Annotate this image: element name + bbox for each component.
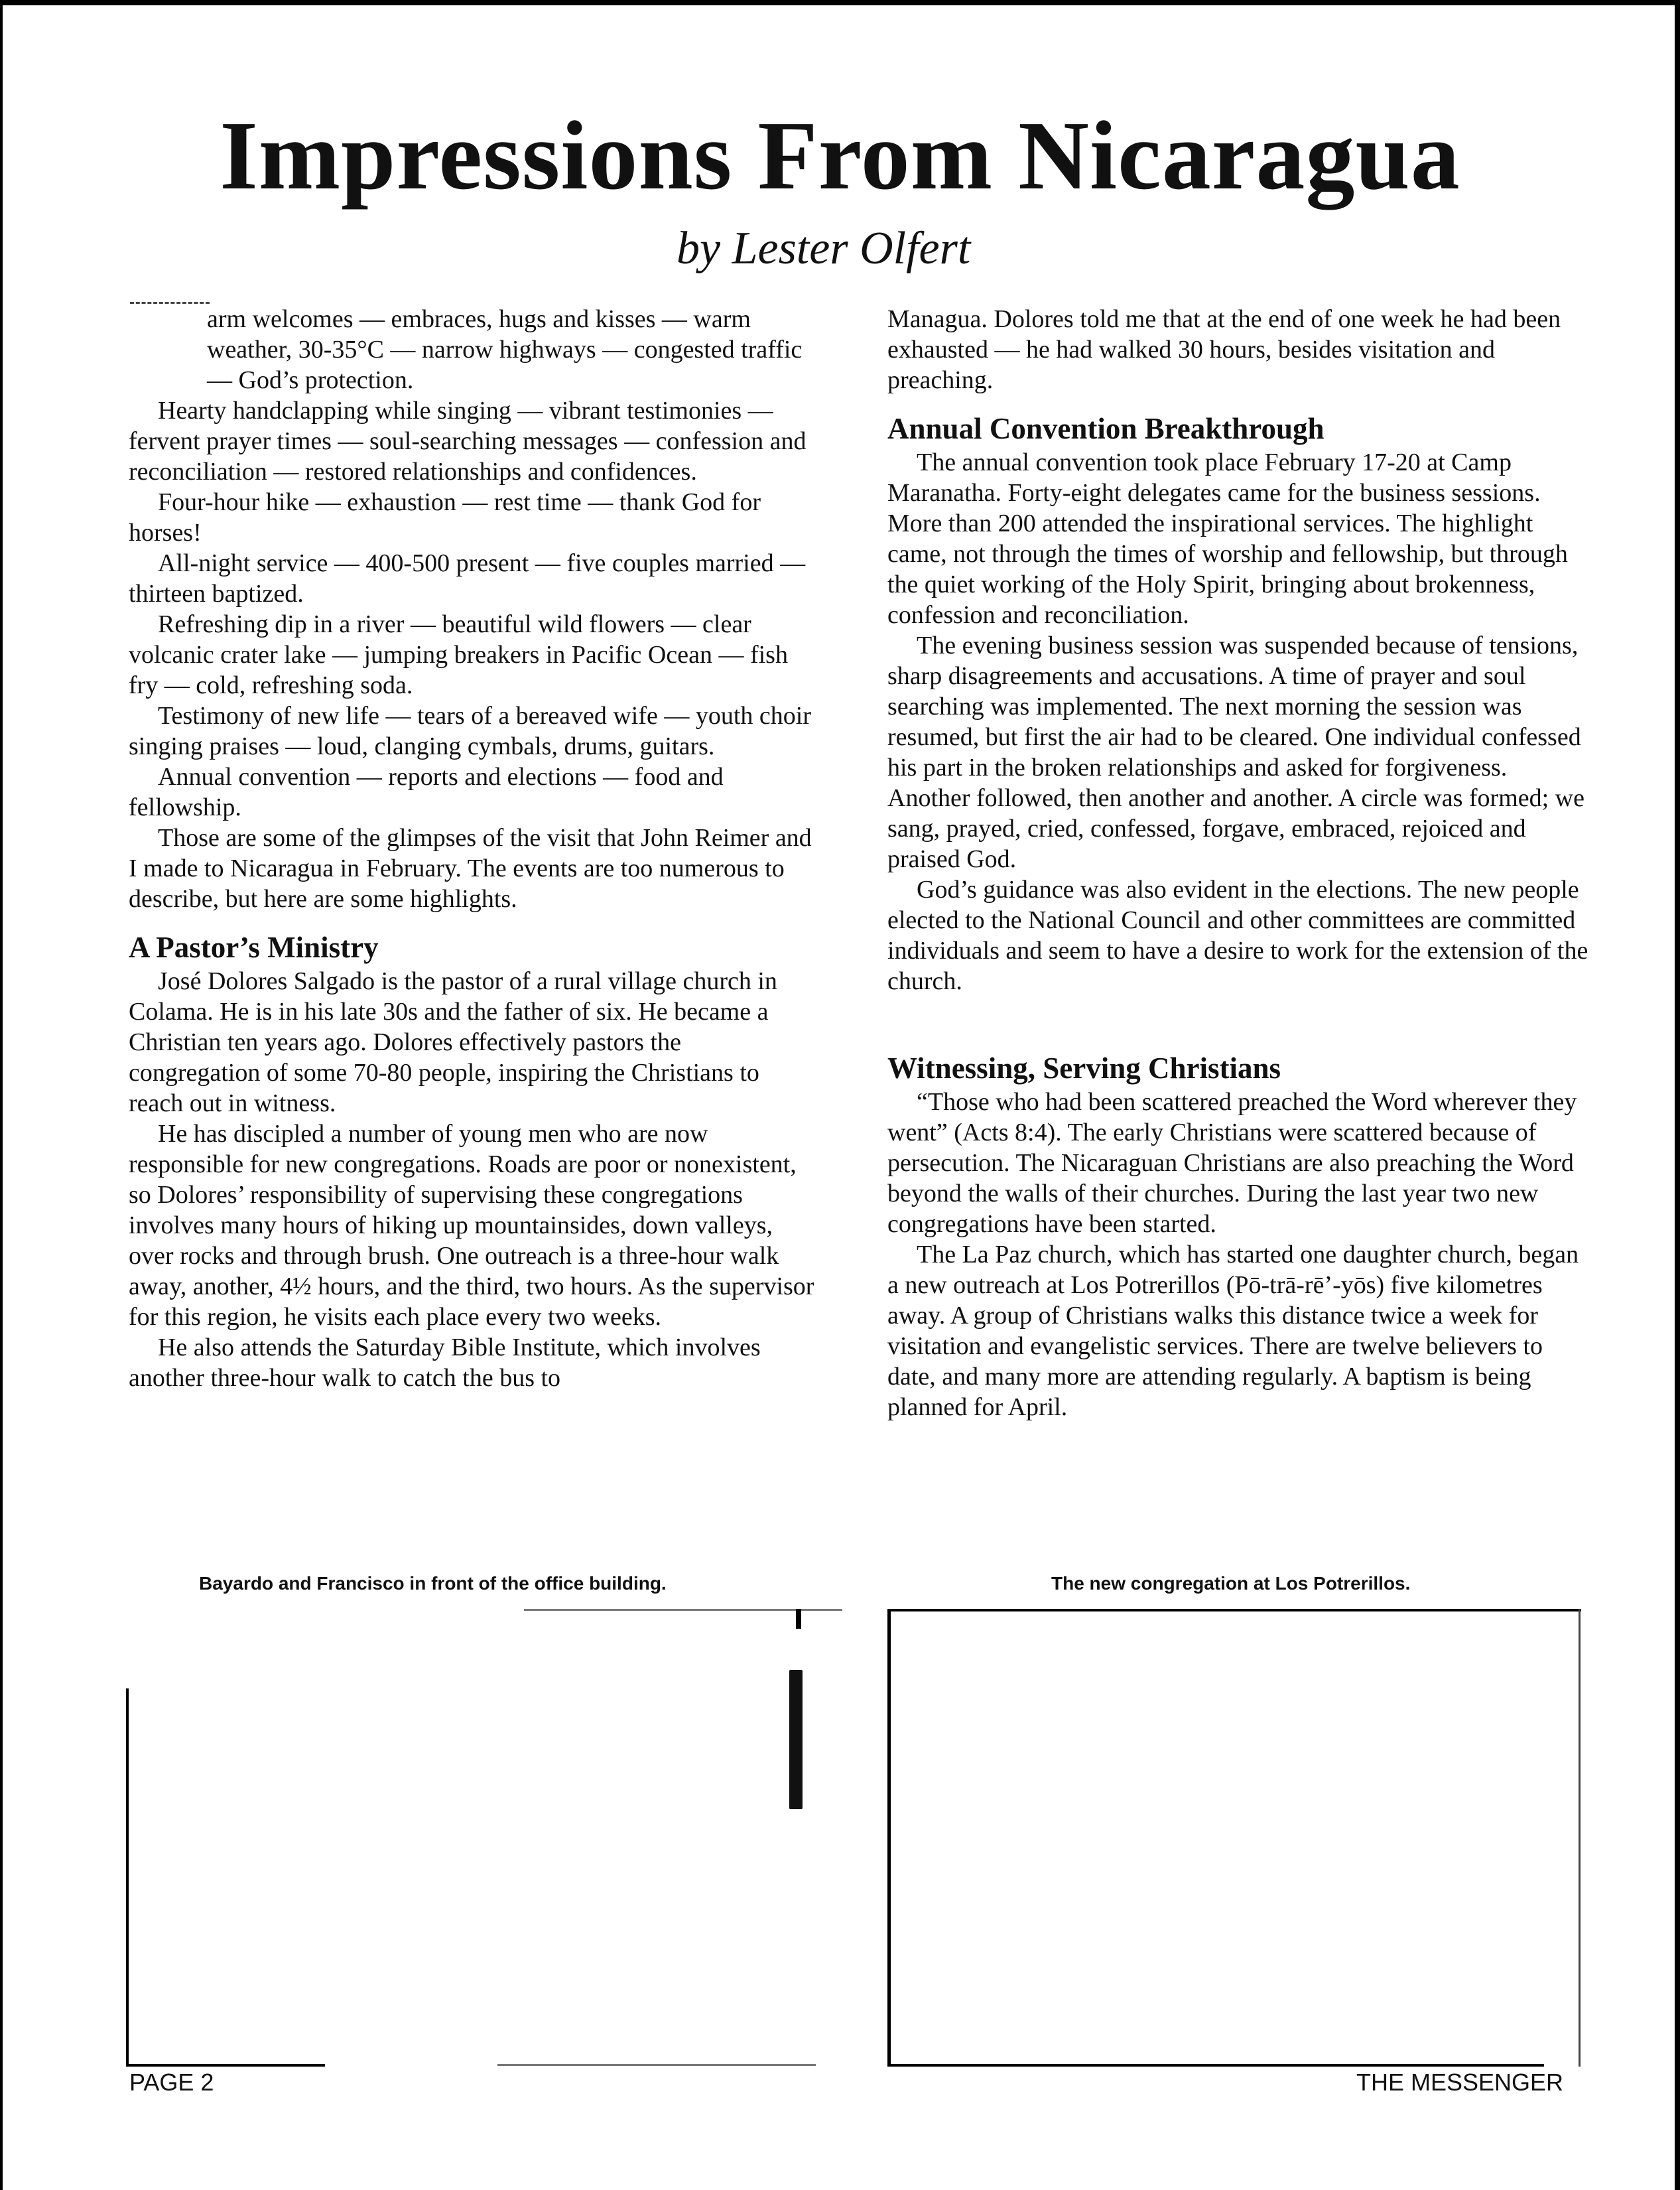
pastor-paragraph: José Dolores Salgado is the pastor of a rural village church in Colama. He is in his late 30s and the father of six. He became a Christian ten years ago. Dolores effectively pastors the congregation of some 70-80 people, inspiring the Christians to reach out in witness. <box>129 967 777 1117</box>
photo-new-congregation <box>887 1609 1581 1788</box>
section-heading-convention: Annual Convention Breakthrough <box>887 412 1325 445</box>
convention-paragraph: The annual convention took place February 17-20 at Camp Maranatha. Forty-eight delegates came for the business sessions. More than 200 attended the inspirational services. The highlight came, not through the times of worship and fellowship, but through the quiet working of the Holy Spirit, bringing about brokenness, confession and reconciliation. <box>887 448 1568 629</box>
witness-paragraph: The La Paz church, which has started one daughter church, began a new outreach at Los Potrerillos (Pō-trā-rē’-yōs) five kilometres away. A group of Christians walks this distance twice a week for visitation and evangelistic services. There are twelve believers to date, and many more are attending regularly. A baptism is being planned for April. <box>887 1241 1579 1421</box>
photo-edge <box>126 1688 129 2067</box>
intro-paragraph: Annual convention — reports and elections — food and fellowship. <box>129 763 724 821</box>
photo-caption-right: The new congregation at Los Potrerillos. <box>1051 1573 1411 1594</box>
photo-edge <box>126 2064 325 2067</box>
article-title: Impressions From Nicaragua <box>220 102 1460 210</box>
page-border-left <box>0 0 3 2190</box>
intro-paragraph: All-night service — 400-500 present — five couples married — thirteen baptized. <box>129 549 806 608</box>
witness-paragraph: “Those who had been scattered preached the Word wherever they went” (Acts 8:4). The early Christians were scattered because of persecution. The Nicaraguan Christians are also preaching the Word beyond the walls of their churches. During the last year two new congregations have been started. <box>887 1088 1577 1238</box>
photo-edge <box>497 2064 816 2066</box>
convention-paragraph: God’s guidance was also evident in the elections. The new people elected to the National Council and other committees are committed individuals and seem to have a desire to work for the extension of the church. <box>887 876 1588 995</box>
pastor-paragraph: He has discipled a number of young men who are now responsible for new congregations. Roads are poor or nonexistent, so Dolores’ responsibility of supervising these congregations involves many hours of hiking up mountainsides, down valleys, over rocks and through brush. One outreach is a three-hour walk away, another, 4½ hours, and the third, two hours. As the supervisor for this region, he visits each place every two weeks. <box>129 1120 814 1331</box>
photo-office-building <box>126 1609 822 1788</box>
page-border-right <box>1675 0 1680 2190</box>
section-heading-pastor: A Pastor’s Ministry <box>129 931 379 964</box>
photo-caption-left: Bayardo and Francisco in front of the office building. <box>199 1573 667 1594</box>
section-heading-witnessing: Witnessing, Serving Christians <box>887 1052 1281 1085</box>
intro-paragraph: Hearty handclapping while singing — vibrant testimonies — fervent prayer times — soul-searching messages — confession and reconciliation — restored relationships and confidences. <box>129 397 807 486</box>
photo-detail <box>796 1609 801 1629</box>
continued-paragraph: Managua. Dolores told me that at the end of one week he had been exhausted — he had walked 30 hours, besides visitation and preaching. <box>887 305 1561 394</box>
page-border-top <box>0 0 1680 5</box>
pastor-paragraph: He also attends the Saturday Bible Institute, which involves another three-hour walk to catch the bus to <box>129 1334 761 1392</box>
photo-edge <box>887 2064 1544 2067</box>
right-column <box>887 304 1592 1422</box>
publication-name: THE MESSENGER <box>1356 2069 1564 2096</box>
intro-paragraph: arm welcomes — embraces, hugs and kisses — warm weather, 30-35°C — narrow highways — congested traffic — God’s protection. <box>207 305 803 394</box>
intro-paragraph: Those are some of the glimpses of the visit that John Reimer and I made to Nicaragua in February. The events are too numerous to describe, but here are some highlights. <box>129 824 812 913</box>
photo-edge <box>887 1609 891 2067</box>
page-number: PAGE 2 <box>129 2069 214 2096</box>
intro-paragraph: Refreshing dip in a river — beautiful wild flowers — clear volcanic crater lake — jumping breakers in Pacific Ocean — fish fry — cold, refreshing soda. <box>129 610 788 699</box>
photo-edge <box>1579 1609 1581 2067</box>
photo-edge <box>524 1609 842 1611</box>
left-column <box>129 304 818 1393</box>
photo-detail <box>789 1670 803 1809</box>
article-byline: by Lester Olfert <box>677 223 971 274</box>
convention-paragraph: The evening business session was suspended because of tensions, sharp disagreements and accusations. A time of prayer and soul searching was implemented. The next morning the session was resumed, but first the air had to be cleared. One individual confessed his part in the broken relationships and asked for forgiveness. Another followed, then another and another. A circle was formed; we sang, prayed, cried, confessed, forgave, embraced, rejoiced and praised God. <box>887 632 1584 873</box>
intro-paragraph: Four-hour hike — exhaustion — rest time — thank God for horses! <box>129 488 761 547</box>
intro-paragraph: Testimony of new life — tears of a bereaved wife — youth choir singing praises — loud, clanging cymbals, drums, guitars. <box>129 702 812 760</box>
photo-edge <box>887 1609 1581 1611</box>
